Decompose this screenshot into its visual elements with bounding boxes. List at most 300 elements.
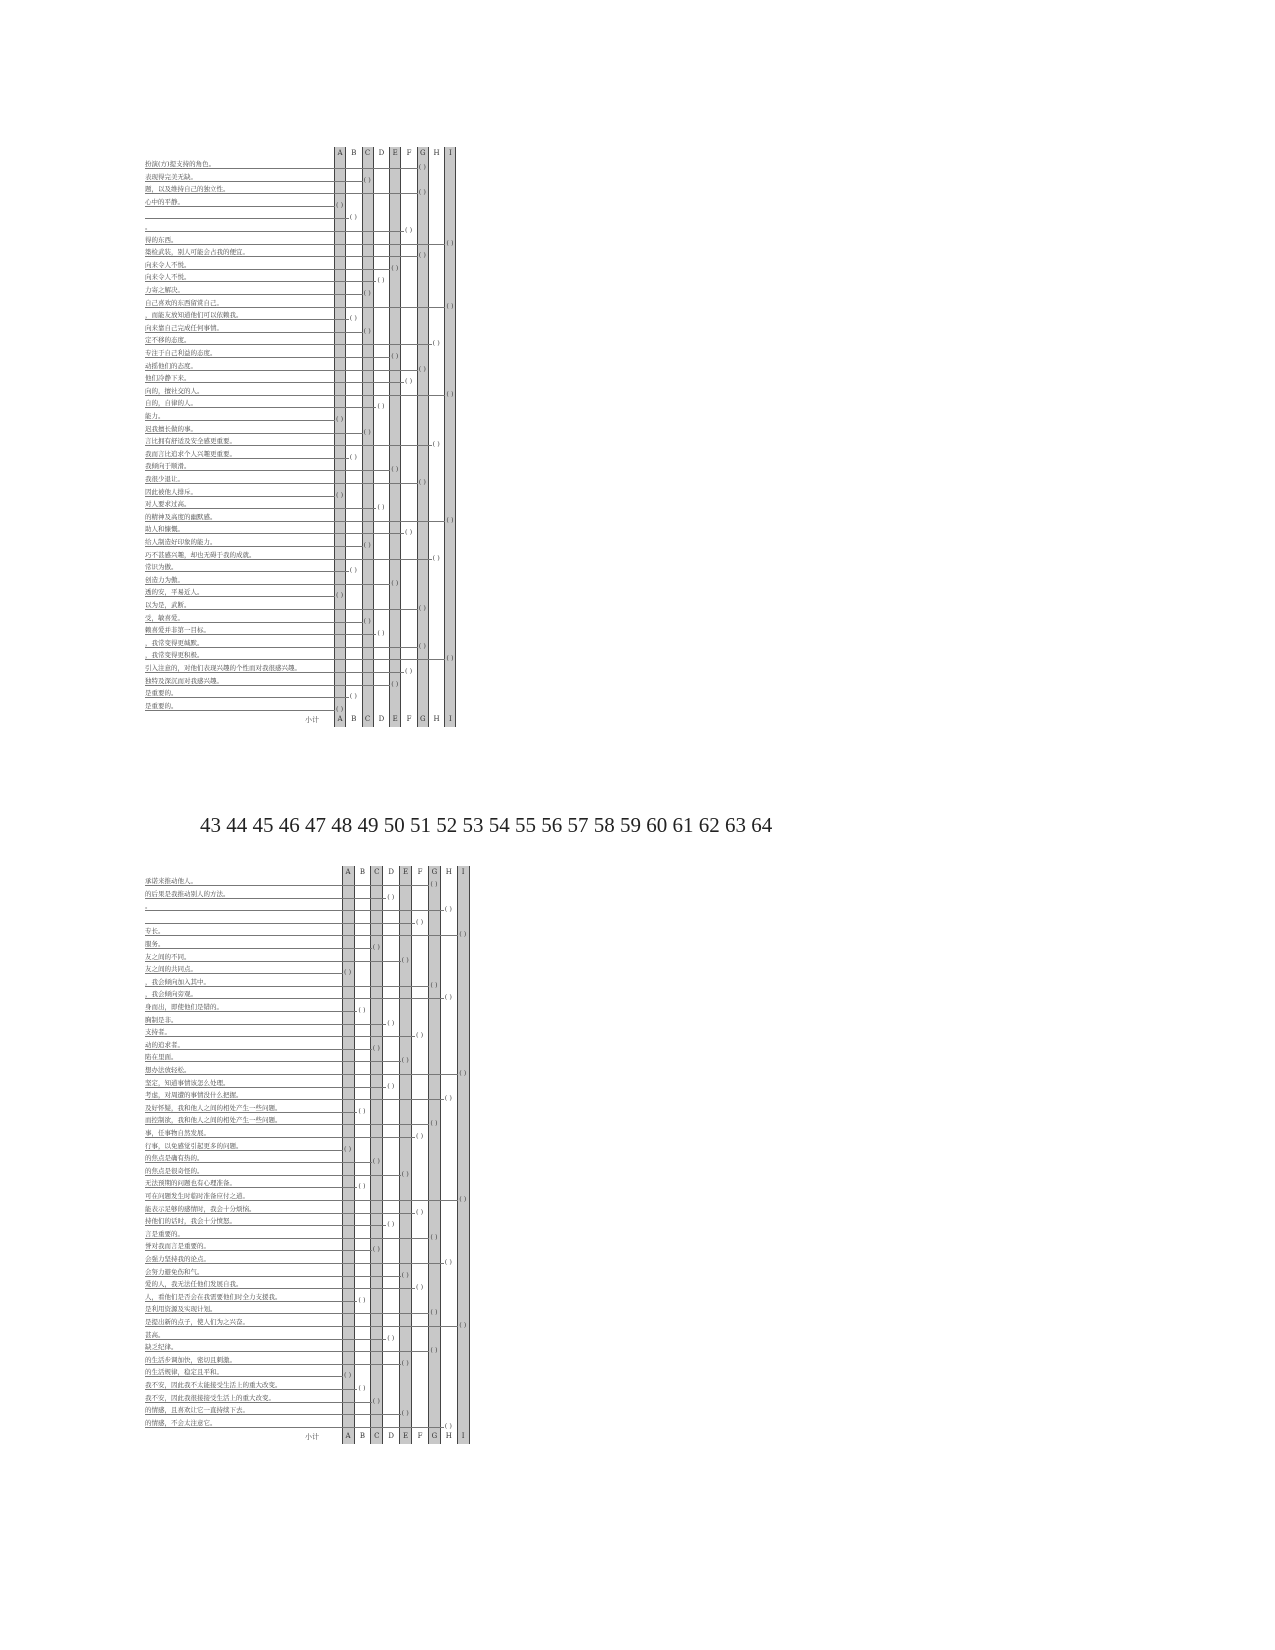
answer-checkbox[interactable]: ( ) [349,314,357,323]
answer-leader-line [145,206,335,207]
answer-leader-line [145,483,418,484]
answer-checkbox[interactable]: ( ) [432,553,440,562]
question-text: 的生活规律，稳定且平和。 [145,1368,223,1377]
answer-leader-line [145,935,458,936]
column-band-i [457,866,470,1444]
answer-checkbox[interactable]: ( ) [372,1396,380,1405]
answer-leader-line [145,244,445,245]
column-band-c [362,147,374,727]
question-text: 服务。 [145,940,165,948]
question-text: 助人和慷慨。 [145,525,184,534]
answer-leader-line [145,584,390,585]
question-text: 透的安，平易近人。 [145,588,204,597]
question-text: 而控制欲，我和他人之间的相处产生一些问题。 [145,1116,282,1125]
question-text: 考虑，对周遭的事情没什么把握。 [145,1091,243,1100]
answer-checkbox[interactable]: ( ) [391,679,399,688]
answer-leader-line [145,470,390,471]
answer-checkbox[interactable]: ( ) [349,452,357,461]
column-footer-g: G [431,1432,438,1440]
answer-checkbox[interactable]: ( ) [444,905,452,914]
answer-checkbox[interactable]: ( ) [459,1321,467,1329]
subtotal-label: 小计 [305,716,319,724]
answer-checkbox[interactable]: ( ) [418,188,426,197]
answer-checkbox[interactable]: ( ) [401,955,409,964]
question-text: 支持者。 [145,1028,171,1037]
answer-checkbox[interactable]: ( ) [432,339,440,348]
column-footer-f: F [406,715,412,723]
answer-checkbox[interactable]: ( ) [405,667,413,675]
column-header-a: A [345,868,351,876]
answer-leader-line [145,307,445,308]
answer-checkbox[interactable]: ( ) [363,427,371,436]
question-text: 的情感，不会太注意它。 [145,1418,217,1427]
answer-checkbox[interactable]: ( ) [358,1182,366,1191]
column-band-c [370,866,383,1444]
answer-leader-line [145,1313,429,1314]
column-footer-g: G [420,715,426,723]
question-text: 赖喜爱并非第一目标。 [145,626,210,635]
answer-leader-line [145,1087,386,1088]
column-header-f: F [417,868,423,876]
answer-checkbox[interactable]: ( ) [336,704,344,713]
answer-checkbox[interactable]: ( ) [372,1043,380,1052]
question-text: 友之间的共同点。 [145,965,197,974]
answer-leader-line [145,294,363,295]
question-text: 的生活步调加快，密切且刺激。 [145,1355,236,1364]
question-text: 。 [145,223,152,231]
question-text: 行事，以免感觉引起更多的问题。 [145,1141,243,1150]
answer-leader-line [145,596,335,597]
question-text: 迟我擅长做的事。 [145,424,197,433]
answer-checkbox[interactable]: ( ) [405,226,413,234]
answer-leader-line [145,319,349,320]
question-text: 的后果是我推动别人的方法。 [145,889,230,898]
question-text: 自己喜欢的东西留赏自己。 [145,298,223,307]
answer-checkbox[interactable]: ( ) [387,1220,395,1229]
column-footer-c: C [374,1432,380,1440]
answer-checkbox[interactable]: ( ) [401,1169,409,1178]
answer-leader-line [145,382,404,383]
answer-leader-line [145,659,445,660]
answer-checkbox[interactable]: ( ) [358,1384,366,1392]
question-text: 言比拥有舒适及安全感更重要。 [145,437,236,446]
question-text: 向来令人不悦。 [145,273,191,282]
question-text: 我不安，因此我不太能接受生活上的重大改变。 [145,1381,282,1389]
answer-checkbox[interactable]: ( ) [349,566,357,575]
answer-leader-line [145,445,432,446]
answer-leader-line [145,1175,401,1176]
answer-checkbox[interactable]: ( ) [416,1031,424,1040]
answer-checkbox[interactable]: ( ) [418,364,426,373]
answer-leader-line [145,1061,401,1062]
answer-leader-line [145,357,390,358]
column-footer-i: I [461,1432,465,1440]
answer-checkbox[interactable]: ( ) [459,930,467,939]
answer-checkbox[interactable]: ( ) [358,1295,366,1304]
question-text: 是重要的。 [145,689,178,698]
column-header-g: G [420,149,426,157]
column-footer-c: C [364,715,371,723]
column-header-e: E [403,868,409,876]
question-text: 独特及深沉而对我感兴趣。 [145,676,223,685]
answer-sheet-bottom [145,866,500,1486]
question-text: 人，看他们是否会在我需要他们时全力支援我。 [145,1292,282,1301]
answer-checkbox[interactable]: ( ) [387,892,395,901]
question-text: 自的，自律的人。 [145,399,197,408]
answer-checkbox[interactable]: ( ) [459,1069,467,1077]
answer-checkbox[interactable]: ( ) [391,352,399,360]
question-text: 胸制是非。 [145,1015,178,1024]
question-text: 我不安，因此我很接接受生活上的重大改变。 [145,1393,275,1402]
question-text: 向来靠自己完成任何事情。 [145,323,223,332]
answer-leader-line [145,672,404,673]
question-text: 甚高。 [145,1330,165,1339]
question-text: 能表示足够的感情时，我会十分烦恼。 [145,1204,256,1213]
answer-leader-line [145,546,363,547]
column-header-i: I [449,149,452,157]
answer-checkbox[interactable]: ( ) [391,465,399,474]
answer-leader-line [145,1351,429,1352]
answer-leader-line [145,231,404,232]
answer-checkbox[interactable]: ( ) [363,541,371,549]
question-text: ，我常变得更积极。 [145,651,204,660]
answer-checkbox[interactable]: ( ) [418,641,426,650]
answer-leader-line [145,634,376,635]
answer-checkbox[interactable]: ( ) [391,263,399,272]
answer-checkbox[interactable]: ( ) [405,528,413,537]
answer-checkbox[interactable]: ( ) [387,1018,395,1027]
answer-leader-line [145,1402,372,1403]
question-text: 动摇他们的态度。 [145,361,197,370]
answer-checkbox[interactable]: ( ) [430,1346,438,1355]
answer-leader-line [145,1376,343,1377]
question-text: 因此被他人排斥。 [145,487,197,496]
question-text: 承诺来推动他人。 [145,877,197,885]
column-header-d: D [388,868,394,876]
answer-leader-line [145,332,363,333]
question-text: 心中的平静。 [145,197,184,206]
question-text: 题，以及维持自己的独立性。 [145,185,230,194]
answer-checkbox[interactable]: ( ) [372,1157,380,1166]
answer-leader-line [145,1150,343,1151]
answer-checkbox[interactable]: ( ) [416,1132,424,1140]
answer-leader-line [145,370,418,371]
answer-leader-line [145,1288,415,1289]
answer-checkbox[interactable]: ( ) [336,490,344,499]
answer-leader-line [145,1162,372,1163]
answer-leader-line [145,407,376,408]
answer-checkbox[interactable]: ( ) [416,1207,424,1216]
answer-leader-line [145,1364,401,1365]
question-text: ，我常变得更缄默。 [145,638,204,647]
answer-leader-line [145,1049,372,1050]
answer-checkbox[interactable]: ( ) [444,993,452,1002]
question-text: 是提出新的点子，使人们为之兴奋。 [145,1318,249,1326]
question-text: 坚定，知道事情该怎么处理。 [145,1078,230,1087]
question-text: 专注于自己利益的态度。 [145,349,217,357]
answer-leader-line [145,1339,386,1340]
answer-checkbox[interactable]: ( ) [336,415,344,423]
answer-leader-line [145,1250,372,1251]
answer-leader-line [145,910,444,911]
question-text: 爱的人，我无法任他们发展自我。 [145,1280,243,1289]
answer-checkbox[interactable]: ( ) [336,591,344,600]
answer-leader-line [145,168,418,169]
column-header-e: E [392,149,398,157]
answer-checkbox[interactable]: ( ) [418,604,426,612]
answer-checkbox[interactable]: ( ) [444,1094,452,1103]
question-text: 定不移的态度。 [145,336,191,345]
question-text: 想办法放轻松。 [145,1066,191,1074]
question-text: 可在问题发生时临时准备应付之道。 [145,1192,249,1200]
question-text: 专长。 [145,927,165,936]
answer-leader-line [145,1124,429,1125]
question-text: 誉对我而言是重要的。 [145,1242,210,1251]
answer-checkbox[interactable]: ( ) [344,1144,352,1153]
answer-checkbox[interactable]: ( ) [444,1258,452,1266]
answer-sheet-top [145,147,490,767]
answer-checkbox[interactable]: ( ) [363,175,371,184]
answer-leader-line [145,1200,458,1201]
answer-checkbox[interactable]: ( ) [358,1106,366,1115]
question-text: 受，敏喜爱。 [145,613,184,622]
answer-checkbox[interactable]: ( ) [432,440,440,449]
answer-checkbox[interactable]: ( ) [416,1283,424,1292]
answer-leader-line [145,420,335,421]
answer-leader-line [145,1276,401,1277]
answer-leader-line [145,496,335,497]
column-band-e [389,147,401,727]
answer-leader-line [145,181,363,182]
answer-checkbox[interactable]: ( ) [401,1270,409,1279]
answer-leader-line [145,885,429,886]
column-header-h: H [445,868,452,876]
column-footer-a: A [345,1432,351,1440]
answer-checkbox[interactable]: ( ) [446,301,454,310]
question-text: 引入注意的，对他们表现兴趣的个性而对我很感兴趣。 [145,664,301,672]
answer-checkbox[interactable]: ( ) [387,1081,395,1090]
answer-checkbox[interactable]: ( ) [336,200,344,209]
answer-checkbox[interactable]: ( ) [418,478,426,486]
answer-leader-line [145,1427,444,1428]
answer-checkbox[interactable]: ( ) [377,402,385,411]
question-text: 我而言比追求个人兴趣更重要。 [145,449,236,458]
answer-checkbox[interactable]: ( ) [349,213,357,222]
answer-leader-line [145,1326,458,1327]
answer-leader-line [145,898,386,899]
column-footer-b: B [351,715,357,723]
question-text: 力寄之解决。 [145,286,184,294]
answer-checkbox[interactable]: ( ) [372,943,380,951]
answer-checkbox[interactable]: ( ) [430,1308,438,1317]
answer-leader-line [145,923,415,924]
question-text: 无法预期的问题也有心理准备。 [145,1179,236,1188]
answer-checkbox[interactable]: ( ) [446,238,454,247]
answer-checkbox[interactable]: ( ) [377,276,385,285]
column-band-g [417,147,429,727]
answer-checkbox[interactable]: ( ) [401,1409,409,1418]
question-text: 扮演(方)提支持的角色。 [145,160,216,168]
question-text: 会强力坚持我的论点。 [145,1255,210,1263]
question-text: 。 [145,902,152,911]
answer-leader-line [145,1213,415,1214]
answer-leader-line [145,986,429,987]
answer-checkbox[interactable]: ( ) [387,1333,395,1342]
answer-leader-line [145,948,372,949]
answer-leader-line [145,1074,458,1075]
answer-leader-line [145,281,376,282]
answer-checkbox[interactable]: ( ) [446,654,454,663]
question-text: 事，任事物自然发展。 [145,1129,210,1137]
answer-checkbox[interactable]: ( ) [444,1421,452,1430]
column-footer-e: E [403,1432,409,1440]
answer-checkbox[interactable]: ( ) [401,1056,409,1065]
question-text: 以为是，武断。 [145,601,191,609]
question-text: 的焦点是确有热的。 [145,1154,204,1163]
answer-leader-line [145,1238,429,1239]
question-text: 得的东西。 [145,235,178,244]
question-text: ，我会倾向旁观。 [145,990,197,999]
answer-leader-line [145,685,390,686]
column-header-g: G [431,868,438,876]
answer-checkbox[interactable]: ( ) [344,968,352,977]
answer-checkbox[interactable]: ( ) [405,377,413,386]
column-header-a: A [337,149,343,157]
question-number-row: 43 44 45 46 47 48 49 50 51 52 53 54 55 56 57 58 59 60 61 62 63 64 [200,813,773,837]
subtotal-label: 小计 [305,1433,319,1441]
answer-checkbox[interactable]: ( ) [391,578,399,587]
answer-leader-line [145,998,444,999]
answer-leader-line [145,521,445,522]
answer-leader-line [145,508,376,509]
question-text: 巧不甚感兴趣，却也无碍于我的成就。 [145,550,256,559]
answer-leader-line [145,1263,444,1264]
answer-checkbox[interactable]: ( ) [363,289,371,297]
question-text: 缺乏纪律。 [145,1343,178,1352]
question-text: 言是重要的。 [145,1229,184,1238]
column-footer-h: H [445,1432,452,1440]
answer-leader-line [145,697,349,698]
question-text: 常识为傲。 [145,563,178,572]
question-text: 动的追求者。 [145,1040,184,1049]
answer-checkbox[interactable]: ( ) [349,692,357,701]
answer-checkbox[interactable]: ( ) [418,251,426,260]
column-footer-h: H [433,715,440,723]
answer-checkbox[interactable]: ( ) [446,389,454,398]
answer-checkbox[interactable]: ( ) [344,1371,352,1380]
question-text: 表现得完美无缺。 [145,172,197,181]
column-footer-i: I [449,715,452,723]
answer-checkbox[interactable]: ( ) [363,616,371,625]
answer-checkbox[interactable]: ( ) [377,503,385,512]
answer-checkbox[interactable]: ( ) [430,1119,438,1128]
answer-leader-line [145,710,335,711]
answer-leader-line [145,1036,415,1037]
question-text: 他们冷静下来。 [145,374,191,383]
question-text: 向来令人不悦。 [145,260,191,269]
answer-checkbox[interactable]: ( ) [416,917,424,926]
answer-leader-line [145,395,445,396]
question-text: 是重要的。 [145,701,178,710]
answer-leader-line [145,1024,386,1025]
column-footer-f: F [417,1432,423,1440]
answer-leader-line [145,961,401,962]
answer-checkbox[interactable]: ( ) [430,980,438,989]
answer-checkbox[interactable]: ( ) [372,1245,380,1254]
answer-checkbox[interactable]: ( ) [446,515,454,524]
column-footer-d: D [388,1432,394,1440]
answer-checkbox[interactable]: ( ) [430,1232,438,1241]
answer-leader-line [145,559,432,560]
column-header-d: D [378,149,385,157]
column-footer-a: A [337,715,343,723]
answer-leader-line [145,344,432,345]
question-text: 我倾向于顺滑。 [145,462,191,471]
answer-leader-line [145,218,349,219]
answer-leader-line [145,609,418,610]
question-text: 向的，擅社交的人。 [145,386,204,395]
answer-checkbox[interactable]: ( ) [401,1358,409,1367]
answer-leader-line [145,269,390,270]
column-header-c: C [374,868,380,876]
column-header-c: C [364,149,371,157]
answer-leader-line [145,1137,415,1138]
question-text: 身而出，即使他们是错的。 [145,1003,223,1011]
question-text: 的焦点是很奇怪的。 [145,1166,204,1175]
question-text: 持他们的话时，我会十分愤怒。 [145,1217,236,1226]
answer-checkbox[interactable]: ( ) [459,1195,467,1203]
answer-leader-line [145,973,343,974]
question-text: 的精神及高度的幽默感。 [145,512,217,521]
column-header-i: I [461,868,465,876]
answer-leader-line [145,256,418,257]
answer-leader-line [145,1414,401,1415]
question-text: 築检武装，别人可能会占我的便宜。 [145,248,249,257]
question-text: ，我会倾向加入其中。 [145,977,210,986]
answer-leader-line [145,1389,357,1390]
question-text: ，而能友放知道他们可以依赖我。 [145,311,243,320]
column-header-f: F [406,149,412,157]
answer-leader-line [145,1099,444,1100]
column-band-g [428,866,441,1444]
question-text: 对人要求过高。 [145,500,191,509]
question-text: 友之间的不同。 [145,952,191,961]
answer-checkbox[interactable]: ( ) [358,1006,366,1014]
question-text: 的情感，且喜欢让它一直持续下去。 [145,1406,249,1415]
column-band-e [399,866,412,1444]
answer-leader-line [145,1011,357,1012]
question-text: 及好怀疑，我和他人之间的相处产生一些问题。 [145,1103,282,1112]
question-text: 创造力为傲。 [145,575,184,584]
question-text: 会努力避免伤和气。 [145,1267,204,1276]
answer-leader-line [145,1225,386,1226]
answer-leader-line [145,1187,357,1188]
answer-leader-line [145,647,418,648]
answer-checkbox[interactable]: ( ) [418,163,426,171]
question-text: 给人制造好印象的能力。 [145,538,217,546]
column-header-h: H [433,149,440,157]
answer-checkbox[interactable]: ( ) [377,629,385,638]
answer-leader-line [145,193,418,194]
answer-leader-line [145,1301,357,1302]
answer-leader-line [145,1112,357,1113]
question-text: 能力。 [145,412,165,420]
answer-checkbox[interactable]: ( ) [363,326,371,335]
answer-checkbox[interactable]: ( ) [430,880,438,888]
column-header-b: B [359,868,365,876]
answer-leader-line [145,458,349,459]
column-footer-b: B [359,1432,365,1440]
